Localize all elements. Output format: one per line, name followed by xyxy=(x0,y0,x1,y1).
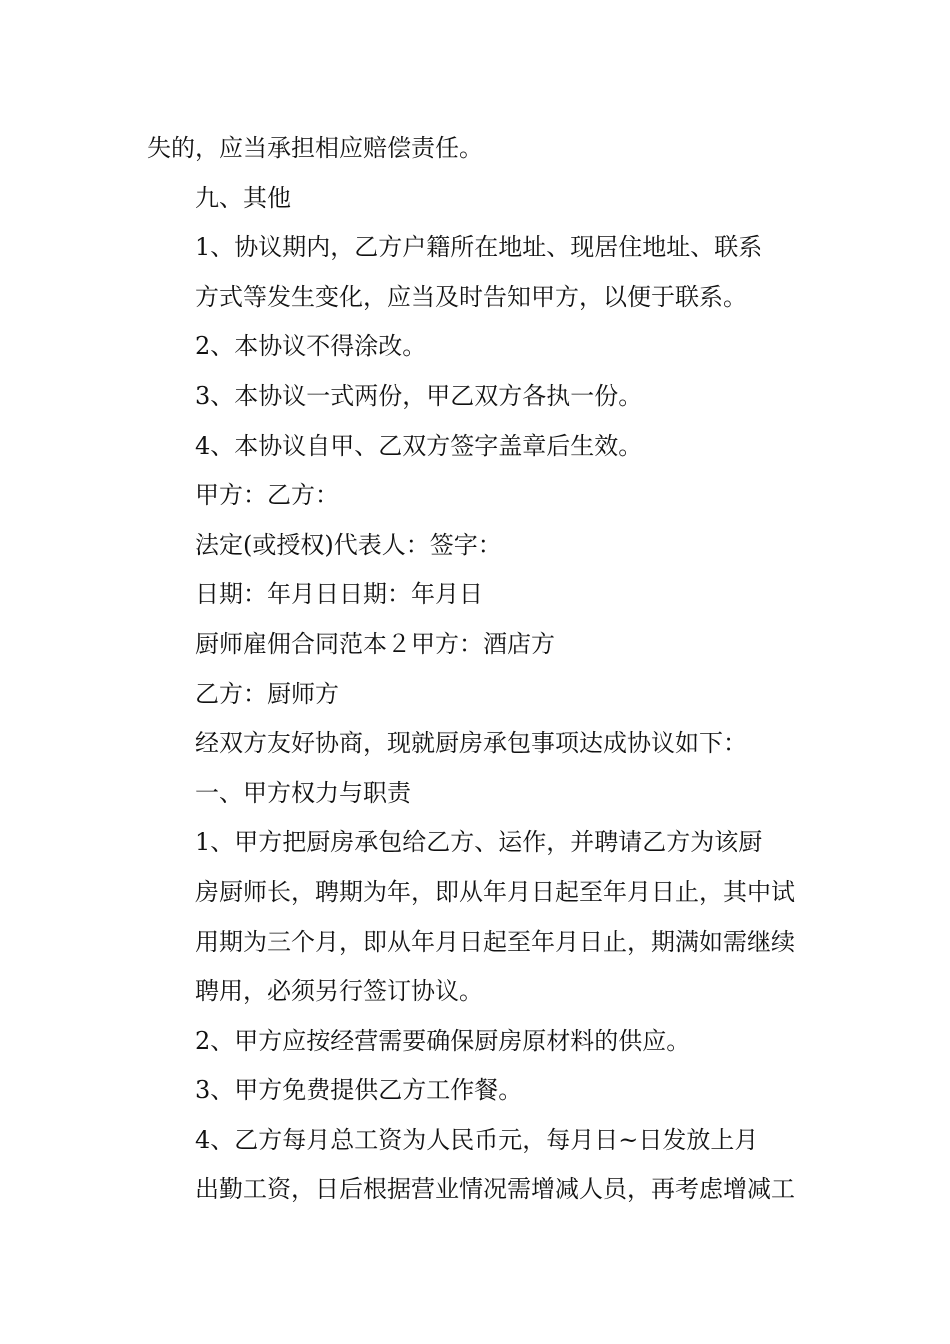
text-line: 2、甲方应按经营需要确保厨房原材料的供应。 xyxy=(195,1026,691,1055)
text-line: 出勤工资，日后根据营业情况需增减人员，再考虑增减工 xyxy=(195,1175,795,1204)
text-line: 法定(或授权)代表人：签字： xyxy=(195,530,502,559)
paragraph xyxy=(147,818,807,1016)
paragraph xyxy=(147,372,807,422)
text-line: 用期为三个月，即从年月日起至年月日止，期满如需继续 xyxy=(195,927,795,956)
paragraph xyxy=(147,670,807,720)
text-line: 一、甲方权力与职责 xyxy=(195,778,411,807)
text-line: 房厨师长，聘期为年，即从年月日起至年月日止，其中试 xyxy=(195,877,795,906)
text-line: 3、甲方免费提供乙方工作餐。 xyxy=(195,1076,523,1105)
text-line: 甲方：乙方： xyxy=(195,481,339,510)
paragraph xyxy=(147,719,807,769)
text-line: 乙方：厨师方 xyxy=(195,679,339,708)
text-line: 4、本协议自甲、乙双方签字盖章后生效。 xyxy=(195,431,643,460)
paragraph xyxy=(147,570,807,620)
text-line: 1、协议期内，乙方户籍所在地址、现居住地址、联系 xyxy=(195,233,763,262)
text-line: 经双方友好协商，现就厨房承包事项达成协议如下： xyxy=(195,729,747,758)
text-line: 方式等发生变化，应当及时告知甲方，以便于联系。 xyxy=(195,282,747,311)
text-line: 厨师雇佣合同范本２甲方：酒店方 xyxy=(195,629,555,658)
text-line: 4、乙方每月总工资为人民币元，每月日~日发放上月 xyxy=(195,1125,759,1154)
paragraph xyxy=(147,769,807,819)
text-line: 九、其他 xyxy=(195,183,291,212)
paragraph xyxy=(147,124,807,174)
paragraph xyxy=(147,422,807,472)
text-line: 日期：年月日日期：年月日 xyxy=(195,580,483,609)
document-body xyxy=(147,124,807,1215)
text-line: 聘用，必须另行签订协议。 xyxy=(195,977,483,1006)
text-line: 2、本协议不得涂改。 xyxy=(195,332,427,361)
paragraph xyxy=(147,521,807,571)
text-line: 1、甲方把厨房承包给乙方、运作，并聘请乙方为该厨 xyxy=(195,828,763,857)
paragraph xyxy=(147,1066,807,1116)
paragraph xyxy=(147,322,807,372)
paragraph xyxy=(147,223,807,322)
paragraph xyxy=(147,471,807,521)
text-line: 失的，应当承担相应赔偿责任。 xyxy=(147,134,483,162)
paragraph xyxy=(147,174,807,224)
text-line: 3、本协议一式两份，甲乙双方各执一份。 xyxy=(195,381,643,410)
paragraph xyxy=(147,1116,807,1215)
paragraph xyxy=(147,620,807,670)
paragraph xyxy=(147,1017,807,1067)
